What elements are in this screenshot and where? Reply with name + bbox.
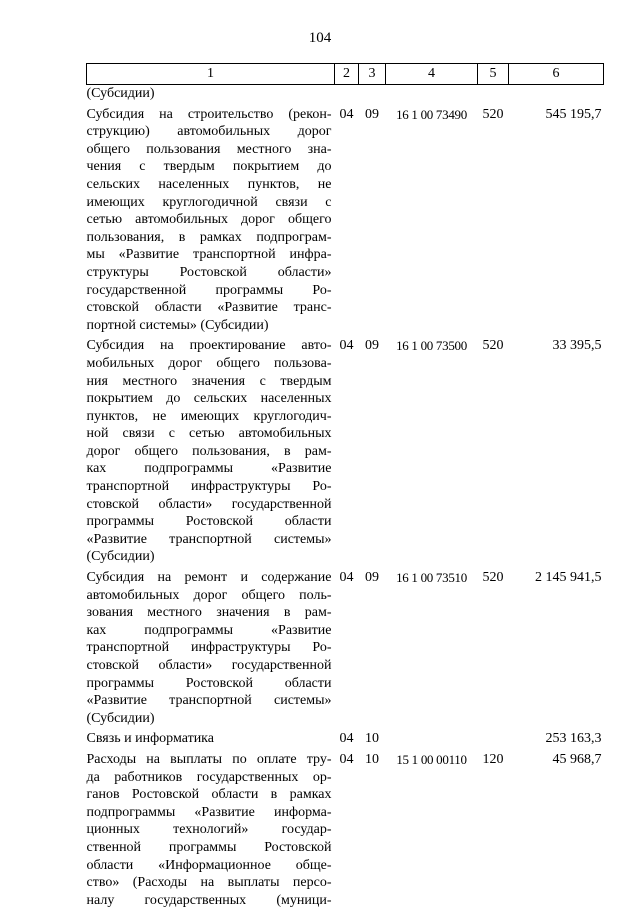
description-line: пользования, в рамках подпрограм- bbox=[87, 229, 332, 247]
header-col-3: 3 bbox=[359, 64, 386, 85]
description-line: налу государственных (муници- bbox=[87, 892, 332, 910]
table-row bbox=[87, 337, 604, 569]
row-description bbox=[87, 569, 335, 730]
expense-type-code: 520 bbox=[478, 337, 509, 569]
subsection-code: 09 bbox=[359, 337, 386, 569]
target-article-code bbox=[386, 85, 478, 106]
description-line: сельских населенных пунктов, не bbox=[87, 176, 332, 194]
section-code: 04 bbox=[335, 751, 359, 912]
row-description bbox=[87, 106, 335, 338]
description-line: ной связи с сетью автомобильных bbox=[87, 425, 332, 443]
table-row bbox=[87, 751, 604, 912]
description-line: стовской области» государственной bbox=[87, 657, 332, 675]
description-line: ках подпрограммы «Развитие bbox=[87, 622, 332, 640]
description-line: Связь и информатика bbox=[87, 730, 332, 748]
description-line: ционных технологий» государ- bbox=[87, 821, 332, 839]
description-line: Субсидия на ремонт и содержание bbox=[87, 569, 332, 587]
description-line: подпрограммы «Развитие информа- bbox=[87, 804, 332, 822]
subsection-code: 09 bbox=[359, 569, 386, 730]
expense-type-code: 520 bbox=[478, 106, 509, 338]
description-line: мы «Развитие транспортной инфра- bbox=[87, 246, 332, 264]
section-code bbox=[335, 85, 359, 106]
description-line: Субсидия на строительство (рекон- bbox=[87, 106, 332, 124]
table-row bbox=[87, 106, 604, 338]
table-row bbox=[87, 569, 604, 730]
amount: 2 145 941,5 bbox=[509, 569, 604, 730]
description-line: да работников государственных ор- bbox=[87, 769, 332, 787]
row-description bbox=[87, 730, 335, 751]
row-description bbox=[87, 337, 335, 569]
expense-type-code bbox=[478, 730, 509, 751]
expense-type-code bbox=[478, 85, 509, 106]
description-line: чения с твердым покрытием до bbox=[87, 158, 332, 176]
header-col-4: 4 bbox=[386, 64, 478, 85]
description-line: (Субсидии) bbox=[87, 548, 332, 566]
target-article-code: 16 1 00 73510 bbox=[386, 569, 478, 730]
description-line: стовской области» государственной bbox=[87, 496, 332, 514]
description-line: государственной программы Ро- bbox=[87, 282, 332, 300]
description-line: «Развитие транспортной системы» bbox=[87, 531, 332, 549]
description-line: транспортной инфраструктуры Ро- bbox=[87, 478, 332, 496]
description-line: портной системы» (Субсидии) bbox=[87, 317, 332, 335]
header-col-6: 6 bbox=[509, 64, 604, 85]
description-line: (Субсидии) bbox=[87, 85, 332, 103]
header-row bbox=[87, 64, 604, 85]
description-line: области «Информационное обще- bbox=[87, 857, 332, 875]
description-line: Субсидия на проектирование авто- bbox=[87, 337, 332, 355]
description-line: (Субсидии) bbox=[87, 710, 332, 728]
table-row bbox=[87, 730, 604, 751]
description-line: «Развитие транспортной системы» bbox=[87, 692, 332, 710]
row-description bbox=[87, 751, 335, 912]
table-row bbox=[87, 85, 604, 106]
section-code: 04 bbox=[335, 337, 359, 569]
target-article-code: 16 1 00 73490 bbox=[386, 106, 478, 338]
description-line: ганов Ростовской области в рамках bbox=[87, 786, 332, 804]
description-line: Расходы на выплаты по оплате тру- bbox=[87, 751, 332, 769]
description-line: общего пользования местного зна- bbox=[87, 141, 332, 159]
description-line: пунктов, не имеющих круглогодич- bbox=[87, 408, 332, 426]
header-col-1: 1 bbox=[87, 64, 335, 85]
subsection-code bbox=[359, 85, 386, 106]
description-line: ния местного значения с твердым bbox=[87, 373, 332, 391]
description-line: зования местного значения в рам- bbox=[87, 604, 332, 622]
description-line: стовской области «Развитие транс- bbox=[87, 299, 332, 317]
amount bbox=[509, 85, 604, 106]
header-col-2: 2 bbox=[335, 64, 359, 85]
amount: 545 195,7 bbox=[509, 106, 604, 338]
expense-type-code: 520 bbox=[478, 569, 509, 730]
row-description bbox=[87, 85, 335, 106]
target-article-code bbox=[386, 730, 478, 751]
table-body bbox=[87, 85, 604, 912]
description-line: имеющих круглогодичной связи с bbox=[87, 194, 332, 212]
description-line: ство» (Расходы на выплаты персо- bbox=[87, 874, 332, 892]
section-code: 04 bbox=[335, 569, 359, 730]
description-line: мобильных дорог общего пользова- bbox=[87, 355, 332, 373]
table-header bbox=[87, 64, 604, 85]
subsection-code: 10 bbox=[359, 751, 386, 912]
description-line: структуры Ростовской области» bbox=[87, 264, 332, 282]
description-line: дорог общего пользования, в рам- bbox=[87, 443, 332, 461]
section-code: 04 bbox=[335, 106, 359, 338]
target-article-code: 15 1 00 00110 bbox=[386, 751, 478, 912]
header-col-5: 5 bbox=[478, 64, 509, 85]
amount: 45 968,7 bbox=[509, 751, 604, 912]
description-line: сетью автомобильных дорог общего bbox=[87, 211, 332, 229]
amount: 253 163,3 bbox=[509, 730, 604, 751]
description-line: транспортной инфраструктуры Ро- bbox=[87, 639, 332, 657]
page-number: 104 bbox=[0, 30, 640, 46]
description-line: ственной программы Ростовской bbox=[87, 839, 332, 857]
budget-table bbox=[86, 63, 604, 912]
description-line: покрытием до сельских населенных bbox=[87, 390, 332, 408]
description-line: струкцию) автомобильных дорог bbox=[87, 123, 332, 141]
amount: 33 395,5 bbox=[509, 337, 604, 569]
description-line: программы Ростовской области bbox=[87, 675, 332, 693]
expense-type-code: 120 bbox=[478, 751, 509, 912]
description-line: автомобильных дорог общего поль- bbox=[87, 587, 332, 605]
subsection-code: 09 bbox=[359, 106, 386, 338]
subsection-code: 10 bbox=[359, 730, 386, 751]
description-line: ках подпрограммы «Развитие bbox=[87, 460, 332, 478]
section-code: 04 bbox=[335, 730, 359, 751]
target-article-code: 16 1 00 73500 bbox=[386, 337, 478, 569]
description-line: программы Ростовской области bbox=[87, 513, 332, 531]
